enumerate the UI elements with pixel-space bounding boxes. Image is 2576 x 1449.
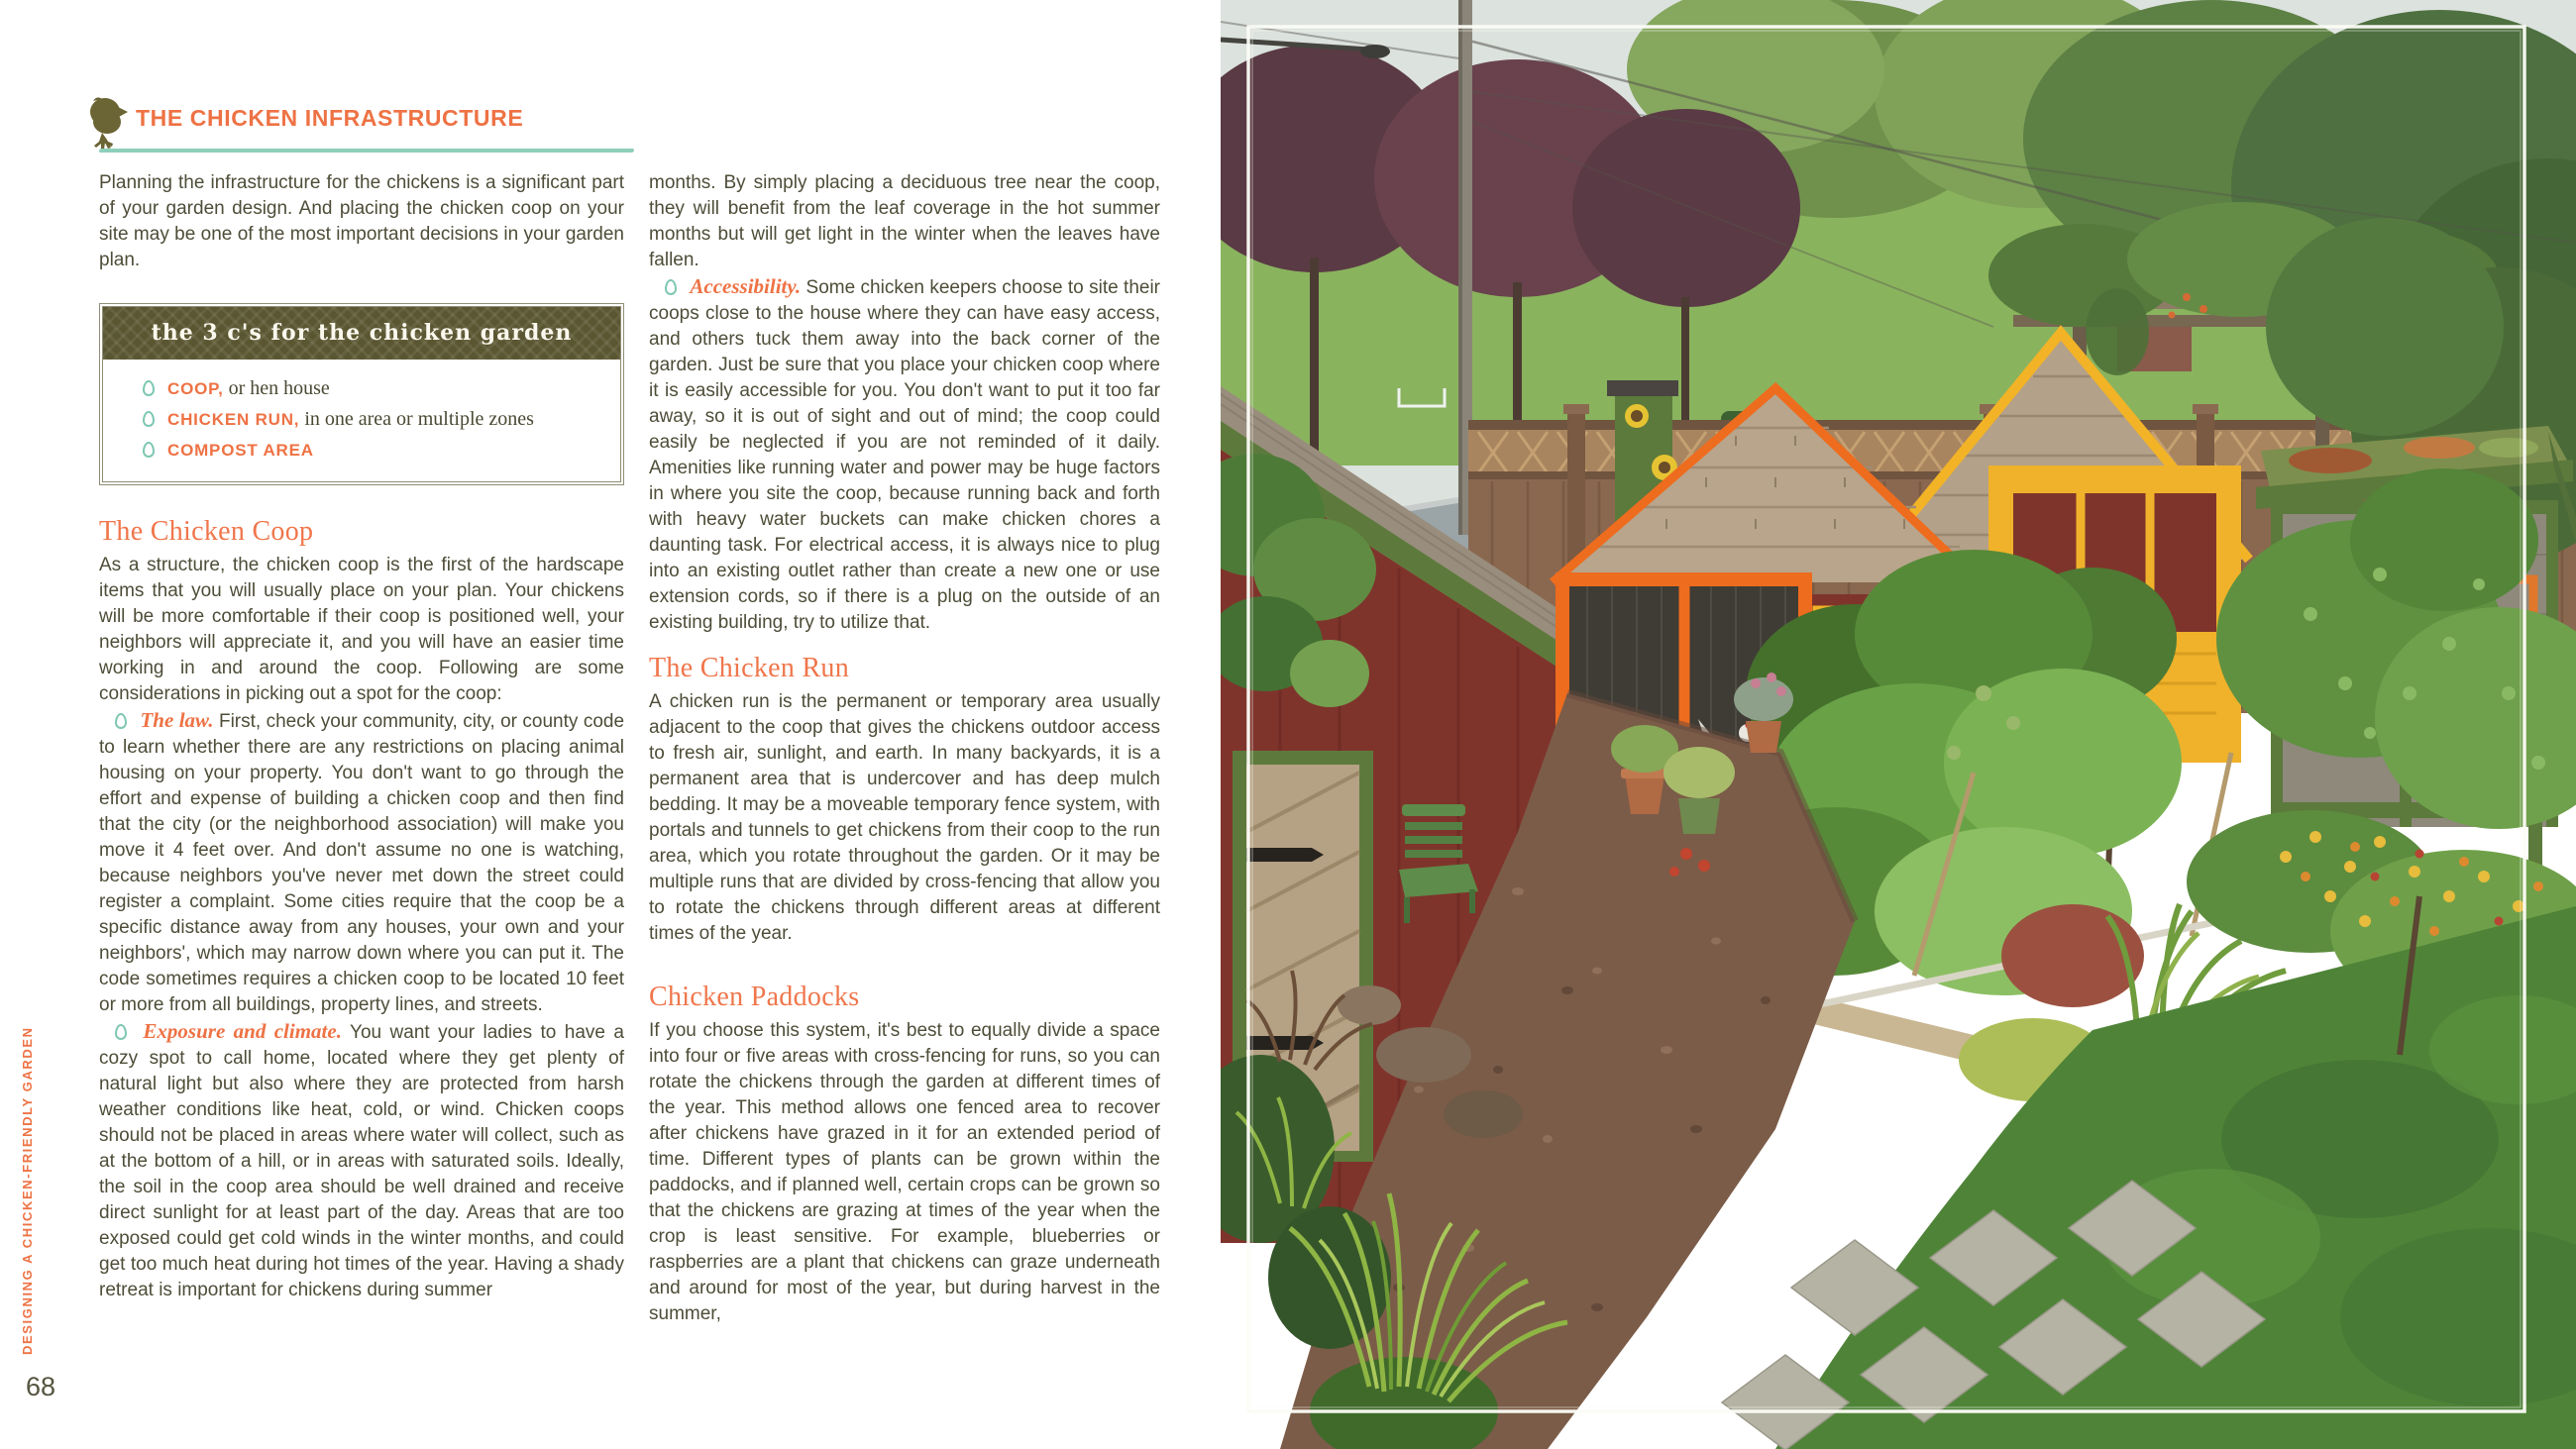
bullet-item-exposure: Exposure and climate. You want your ladies to have a cozy spot to call home, located where they get plenty of natural light but also where they are protected from harsh weather conditions like heat, cold, or wind. Chicken coops should not be placed in areas where water will collect, such as at the bottom of a hill, or in areas with saturated soils. Ideally, the soil in the coop area should be well drained and receive direct sunlight for at least part of the day. Areas that are too exposed could get cold winds in the winter months, and could get too much heat during hot times of the year. Having a shady retreat is important for chickens during summer (99, 1019, 624, 1300)
bullet-item-accessibility: Accessibility. Some chicken keepers choose to site their coops close to the house where they can have easy access, and others tuck them away into the back corner of the garden. Just be sure that you place your chicken coop where it is easily accessible for you. You don't want to put it too far away, so it is out of sight and out of mind; the coop could easily be neglected if you are not reminded of it daily. Amenities like running water and power may be huge factors in where you site the coop, because running back and forth with heavy water buckets can make chicken chores a daunting task. For electrical access, it is always nice to plug into an existing outlet rather than create a new one or use extension cords, so if there is a plug on the outside of an existing building, try to utilize that. (649, 274, 1161, 633)
continuation-paragraph: months. By simply placing a deciduous tree near the coop, they will benefit from the leaf coverage in the hot summer months but will get light in the winter when the leaves have fallen. (649, 172, 1160, 270)
chicken-icon (85, 95, 131, 151)
title-underline-rule (99, 149, 634, 153)
egg-bullet-icon (143, 442, 155, 458)
bullet-item-law: The law. First, check your community, city, or county code to learn whether there are any restrictions on placing animal housing on your property. You don't want to go through the effort and expense of building a chicken coop and then find that the city (or the neighborhood association) will make you move it 4 feet over. And don't assume no one is watching, because neighbors you've never met down the street could register a complaint. Some cities require that the coop be a specific distance away from any houses, your own and your neighbors', which may narrow down where you can put it. The code sometimes requires a chicken coop to be located 10 feet or more from all buildings, property lines, and streets. (99, 708, 625, 1015)
egg-bullet-icon (143, 380, 155, 396)
section-heading-chicken-coop: The Chicken Coop (99, 516, 314, 547)
run-paragraph: A chicken run is the permanent or temporary area usually adjacent to the coop that gives the chickens outdoor access to fresh air, sunlight, and earth. In many backyards, it is a permanent area that is undercover and has deep mulch bedding. It may be a moveable temporary fence system, with portals and tunnels to get chickens from their coop to the run area, which you rotate throughout the garden. Or it may be multiple runs that are divided by cross-fencing that allow you to rotate the chickens through different areas at different times of the year. (649, 691, 1160, 944)
list-item: COMPOST AREA (143, 435, 610, 466)
paddocks-paragraph: If you choose this system, it's best to equally divide a space into four or five areas with cross-fencing for runs, so you can rotate the chickens through the garden at different times of the year. This method allows one fenced area to recover after chickens have grazed in it for an extended period of time. Different types of plants can be grown within the paddocks, and if planned well, certain crops can be grown so that the chickens are grazing at times of the year when the crop is least sensitive. For example, blueberries or raspberries are a plant that chickens can graze underneath and around for most of the year, but during harvest in the summer, (649, 1020, 1160, 1324)
egg-bullet-icon (143, 411, 155, 427)
callout-title: the 3 c's for the chicken garden (103, 307, 620, 360)
section-heading-chicken-paddocks: Chicken Paddocks (649, 982, 860, 1012)
egg-bullet-icon (115, 1024, 127, 1040)
coop-paragraph: As a structure, the chicken coop is the first of the hardscape items that you will usually place on your plan. Your chickens will be more comfortable if their coop is positioned well, your neighbors will appreciate it, and you will have an easier time working in and around the coop. Following are some considerations in picking out a spot for the coop: (99, 555, 624, 704)
page-title: THE CHICKEN INFRASTRUCTURE (136, 105, 524, 131)
garden-photo (1221, 0, 2576, 1449)
intro-paragraph: Planning the infrastructure for the chickens is a significant part of your garden design. And placing the chicken coop on your site may be one of the most important decisions in your garden plan. (99, 172, 624, 270)
text-column-1 (99, 170, 624, 1303)
section-heading-chicken-run: The Chicken Run (649, 653, 850, 683)
egg-bullet-icon (665, 279, 677, 295)
callout-list (103, 360, 620, 481)
page-number: 68 (26, 1372, 56, 1401)
egg-bullet-icon (115, 713, 127, 729)
text-column-2 (649, 170, 1160, 1327)
list-item: CHICKEN RUN, in one area or multiple zones (143, 404, 610, 435)
chapter-sidebar-label: DESIGNING A CHICKEN-FRIENDLY GARDEN (20, 1026, 35, 1355)
three-cs-callout-box (99, 303, 624, 485)
list-item: COOP, or hen house (143, 373, 610, 404)
